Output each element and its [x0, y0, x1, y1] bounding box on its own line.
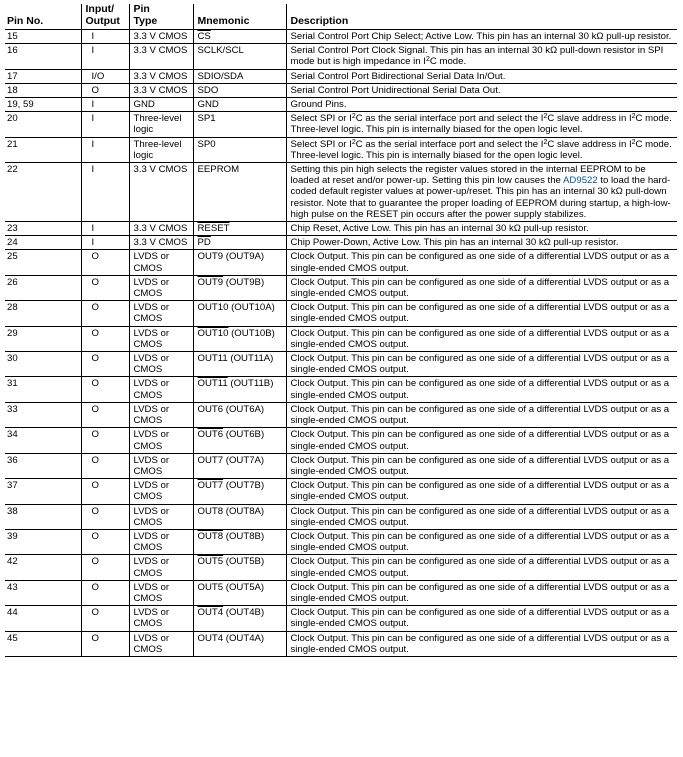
cell-pin-no: 44 — [5, 606, 81, 631]
header-io-line2: Output — [85, 14, 120, 27]
cell-input-output: I — [81, 222, 129, 236]
cell-input-output: O — [81, 301, 129, 326]
cell-pin-type: Three-level logic — [129, 137, 193, 162]
cell-description: Chip Power-Down, Active Low. This pin has an internal 30 kΩ pull-up resistor. — [286, 236, 677, 250]
cell-description: Clock Output. This pin can be configured as one side of a differential LVDS output or as a single-ended CMOS output. — [286, 301, 677, 326]
cell-input-output: I — [81, 98, 129, 112]
header-io-line1: Input/ — [85, 3, 115, 15]
cell-pin-type: LVDS or CMOS — [129, 326, 193, 351]
cell-pin-no: 43 — [5, 580, 81, 605]
cell-input-output: O — [81, 402, 129, 427]
cell-pin-type: LVDS or CMOS — [129, 529, 193, 554]
table-row — [5, 326, 677, 351]
cell-pin-type: 3.3 V CMOS — [129, 83, 193, 97]
cell-mnemonic: OUT4 (OUT4B) — [193, 606, 286, 631]
cell-mnemonic: OUT6 (OUT6B) — [193, 428, 286, 453]
cell-description: Serial Control Port Bidirectional Serial Data In/Out. — [286, 69, 677, 83]
cell-pin-type: 3.3 V CMOS — [129, 44, 193, 69]
cell-pin-no: 28 — [5, 301, 81, 326]
cell-description: Clock Output. This pin can be configured as one side of a differential LVDS output or as a single-ended CMOS output. — [286, 479, 677, 504]
cell-description: Clock Output. This pin can be configured as one side of a differential LVDS output or as a single-ended CMOS output. — [286, 606, 677, 631]
cell-pin-type: LVDS or CMOS — [129, 377, 193, 402]
cell-pin-no: 24 — [5, 236, 81, 250]
cell-description: Serial Control Port Chip Select; Active Low. This pin has an internal 30 kΩ pull-up resistor. — [286, 30, 677, 44]
cell-input-output: O — [81, 275, 129, 300]
cell-pin-type: 3.3 V CMOS — [129, 69, 193, 83]
table-row — [5, 137, 677, 162]
cell-pin-type: GND — [129, 98, 193, 112]
cell-mnemonic: SP0 — [193, 137, 286, 162]
cell-pin-type: Three-level logic — [129, 112, 193, 137]
table-row — [5, 301, 677, 326]
cell-pin-no: 30 — [5, 352, 81, 377]
cell-pin-no: 42 — [5, 555, 81, 580]
cell-description: Ground Pins. — [286, 98, 677, 112]
cell-mnemonic: SDO — [193, 83, 286, 97]
cell-description: Select SPI or $I^2C$ as the serial interface port and select the $I^2C$ slave address in $I^2C$ mode. Three-level logic. This pin is internally biased for the open logic level. — [286, 112, 677, 137]
cell-pin-type: LVDS or CMOS — [129, 580, 193, 605]
cell-description: Clock Output. This pin can be configured as one side of a differential LVDS output or as a single-ended CMOS output. — [286, 453, 677, 478]
table-row — [5, 428, 677, 453]
cell-pin-type: LVDS or CMOS — [129, 275, 193, 300]
table-row — [5, 236, 677, 250]
table-row — [5, 377, 677, 402]
table-row — [5, 453, 677, 478]
cell-pin-no: 17 — [5, 69, 81, 83]
header-mnemonic-label: Mnemonic — [197, 14, 250, 27]
cell-input-output: O — [81, 479, 129, 504]
cell-description: Clock Output. This pin can be configured as one side of a differential LVDS output or as a single-ended CMOS output. — [286, 250, 677, 275]
table-row — [5, 631, 677, 656]
cell-pin-type: LVDS or CMOS — [129, 479, 193, 504]
cell-input-output: O — [81, 377, 129, 402]
cell-pin-no: 34 — [5, 428, 81, 453]
table-row — [5, 163, 677, 222]
cell-mnemonic: OUT7 (OUT7A) — [193, 453, 286, 478]
cell-pin-no: 16 — [5, 44, 81, 69]
cell-mnemonic: OUT10 (OUT10B) — [193, 326, 286, 351]
table-row — [5, 479, 677, 504]
cell-pin-type: LVDS or CMOS — [129, 301, 193, 326]
cell-mnemonic: OUT5 (OUT5B) — [193, 555, 286, 580]
cell-mnemonic: RESET — [193, 222, 286, 236]
cell-description: Clock Output. This pin can be configured as one side of a differential LVDS output or as a single-ended CMOS output. — [286, 402, 677, 427]
table-row — [5, 555, 677, 580]
cell-input-output: I — [81, 44, 129, 69]
pin-function-table-container — [5, 4, 677, 657]
cell-description: Clock Output. This pin can be configured as one side of a differential LVDS output or as a single-ended CMOS output. — [286, 504, 677, 529]
cell-pin-no: 18 — [5, 83, 81, 97]
cell-pin-type: LVDS or CMOS — [129, 250, 193, 275]
cell-mnemonic: SP1 — [193, 112, 286, 137]
cell-description: Select SPI or $I^2C$ as the serial interface port and select the $I^2C$ slave address in $I^2C$ mode. Three-level logic. This pin is internally biased for the open logic level. — [286, 137, 677, 162]
cell-pin-no: 26 — [5, 275, 81, 300]
cell-pin-type: LVDS or CMOS — [129, 352, 193, 377]
header-mnemonic — [193, 4, 286, 30]
cell-pin-type: LVDS or CMOS — [129, 555, 193, 580]
cell-pin-no: 39 — [5, 529, 81, 554]
cell-input-output: O — [81, 580, 129, 605]
cell-pin-type: 3.3 V CMOS — [129, 163, 193, 222]
cell-pin-no: 20 — [5, 112, 81, 137]
cell-pin-type: LVDS or CMOS — [129, 631, 193, 656]
cell-input-output: I/O — [81, 69, 129, 83]
cell-input-output: O — [81, 250, 129, 275]
cell-pin-type: LVDS or CMOS — [129, 504, 193, 529]
table-row — [5, 606, 677, 631]
part-number-link[interactable]: AD9522 — [563, 175, 598, 187]
cell-description: Clock Output. This pin can be configured as one side of a differential LVDS output or as a single-ended CMOS output. — [286, 326, 677, 351]
table-row — [5, 402, 677, 427]
cell-input-output: I — [81, 236, 129, 250]
cell-pin-no: 29 — [5, 326, 81, 351]
cell-mnemonic: $\overline{CS}$ — [193, 30, 286, 44]
cell-mnemonic: OUT8 (OUT8A) — [193, 504, 286, 529]
cell-description: Clock Output. This pin can be configured as one side of a differential LVDS output or as a single-ended CMOS output. — [286, 631, 677, 656]
cell-description: Serial Control Port Unidirectional Serial Data Out. — [286, 83, 677, 97]
cell-mnemonic: OUT6 (OUT6A) — [193, 402, 286, 427]
cell-pin-type: LVDS or CMOS — [129, 453, 193, 478]
table-row — [5, 112, 677, 137]
table-row — [5, 44, 677, 69]
cell-description: Serial Control Port Clock Signal. This pin has an internal 30 kΩ pull-down resistor in SPI mode but is high impedance in $I^2C$ mode. — [286, 44, 677, 69]
table-row — [5, 222, 677, 236]
cell-mnemonic: OUT11 (OUT11A) — [193, 352, 286, 377]
cell-description: Clock Output. This pin can be configured as one side of a differential LVDS output or as a single-ended CMOS output. — [286, 529, 677, 554]
cell-mnemonic: GND — [193, 98, 286, 112]
cell-pin-type: LVDS or CMOS — [129, 402, 193, 427]
cell-mnemonic: OUT11 (OUT11B) — [193, 377, 286, 402]
cell-description: Clock Output. This pin can be configured as one side of a differential LVDS output or as a single-ended CMOS output. — [286, 555, 677, 580]
cell-input-output: O — [81, 352, 129, 377]
table-row — [5, 529, 677, 554]
cell-input-output: I — [81, 112, 129, 137]
header-description-label: Description — [290, 14, 349, 27]
cell-input-output: O — [81, 83, 129, 97]
header-input-output — [81, 4, 129, 30]
pin-function-table — [5, 4, 677, 657]
cell-pin-no: 15 — [5, 30, 81, 44]
cell-input-output: O — [81, 555, 129, 580]
cell-mnemonic: OUT9 (OUT9B) — [193, 275, 286, 300]
cell-description: Clock Output. This pin can be configured as one side of a differential LVDS output or as a single-ended CMOS output. — [286, 352, 677, 377]
cell-description: Chip Reset, Active Low. This pin has an internal 30 kΩ pull-up resistor. — [286, 222, 677, 236]
cell-pin-no: 25 — [5, 250, 81, 275]
cell-mnemonic: OUT10 (OUT10A) — [193, 301, 286, 326]
header-pin-type — [129, 4, 193, 30]
cell-input-output: O — [81, 504, 129, 529]
cell-pin-no: 31 — [5, 377, 81, 402]
cell-pin-type: LVDS or CMOS — [129, 606, 193, 631]
cell-pin-type: 3.3 V CMOS — [129, 30, 193, 44]
table-row — [5, 98, 677, 112]
table-row — [5, 504, 677, 529]
cell-mnemonic: OUT8 (OUT8B) — [193, 529, 286, 554]
cell-pin-no: 22 — [5, 163, 81, 222]
cell-description: Clock Output. This pin can be configured as one side of a differential LVDS output or as a single-ended CMOS output. — [286, 377, 677, 402]
cell-input-output: I — [81, 163, 129, 222]
cell-description: Clock Output. This pin can be configured as one side of a differential LVDS output or as a single-ended CMOS output. — [286, 275, 677, 300]
cell-mnemonic: $\overline{PD}$ — [193, 236, 286, 250]
cell-input-output: O — [81, 453, 129, 478]
cell-pin-no: 45 — [5, 631, 81, 656]
cell-mnemonic: SDIO/SDA — [193, 69, 286, 83]
cell-pin-type: 3.3 V CMOS — [129, 222, 193, 236]
header-pin-no — [5, 4, 81, 30]
cell-pin-type: 3.3 V CMOS — [129, 236, 193, 250]
cell-mnemonic: OUT5 (OUT5A) — [193, 580, 286, 605]
cell-mnemonic: EEPROM — [193, 163, 286, 222]
table-row — [5, 352, 677, 377]
cell-pin-no: 33 — [5, 402, 81, 427]
cell-input-output: O — [81, 428, 129, 453]
cell-pin-type: LVDS or CMOS — [129, 428, 193, 453]
table-row — [5, 83, 677, 97]
cell-description: Setting this pin high selects the register values stored in the internal EEPROM to be loaded at reset and/or power-up. Setting this pin low causes the AD9522 to load the hard-coded default register values at power-up/reset. This pin has an internal 30 kΩ pull-down resistor. Note that to guarantee the proper loading of EEPROM during startup, a high-low-high pulse on the RESET pin occurs after the power supply stabilizes. — [286, 163, 677, 222]
cell-pin-no: 36 — [5, 453, 81, 478]
cell-input-output: I — [81, 30, 129, 44]
table-row — [5, 275, 677, 300]
cell-input-output: O — [81, 606, 129, 631]
table-row — [5, 69, 677, 83]
cell-input-output: I — [81, 137, 129, 162]
cell-pin-no: 19, 59 — [5, 98, 81, 112]
table-row — [5, 30, 677, 44]
table-row — [5, 250, 677, 275]
header-pin-no-label: Pin No. — [7, 14, 44, 27]
header-description — [286, 4, 677, 30]
cell-pin-no: 21 — [5, 137, 81, 162]
cell-pin-no: 38 — [5, 504, 81, 529]
cell-pin-no: 37 — [5, 479, 81, 504]
cell-input-output: O — [81, 529, 129, 554]
header-type-line2: Type — [133, 14, 158, 27]
cell-mnemonic: OUT9 (OUT9A) — [193, 250, 286, 275]
cell-mnemonic: OUT4 (OUT4A) — [193, 631, 286, 656]
cell-mnemonic: SCLK/SCL — [193, 44, 286, 69]
cell-description: Clock Output. This pin can be configured as one side of a differential LVDS output or as a single-ended CMOS output. — [286, 428, 677, 453]
cell-input-output: O — [81, 326, 129, 351]
cell-input-output: O — [81, 631, 129, 656]
cell-pin-no: 23 — [5, 222, 81, 236]
table-row — [5, 580, 677, 605]
table-body — [5, 30, 677, 657]
cell-mnemonic: OUT7 (OUT7B) — [193, 479, 286, 504]
cell-description: Clock Output. This pin can be configured as one side of a differential LVDS output or as a single-ended CMOS output. — [286, 580, 677, 605]
table-header — [5, 4, 677, 30]
header-type-line1: Pin — [133, 3, 150, 15]
